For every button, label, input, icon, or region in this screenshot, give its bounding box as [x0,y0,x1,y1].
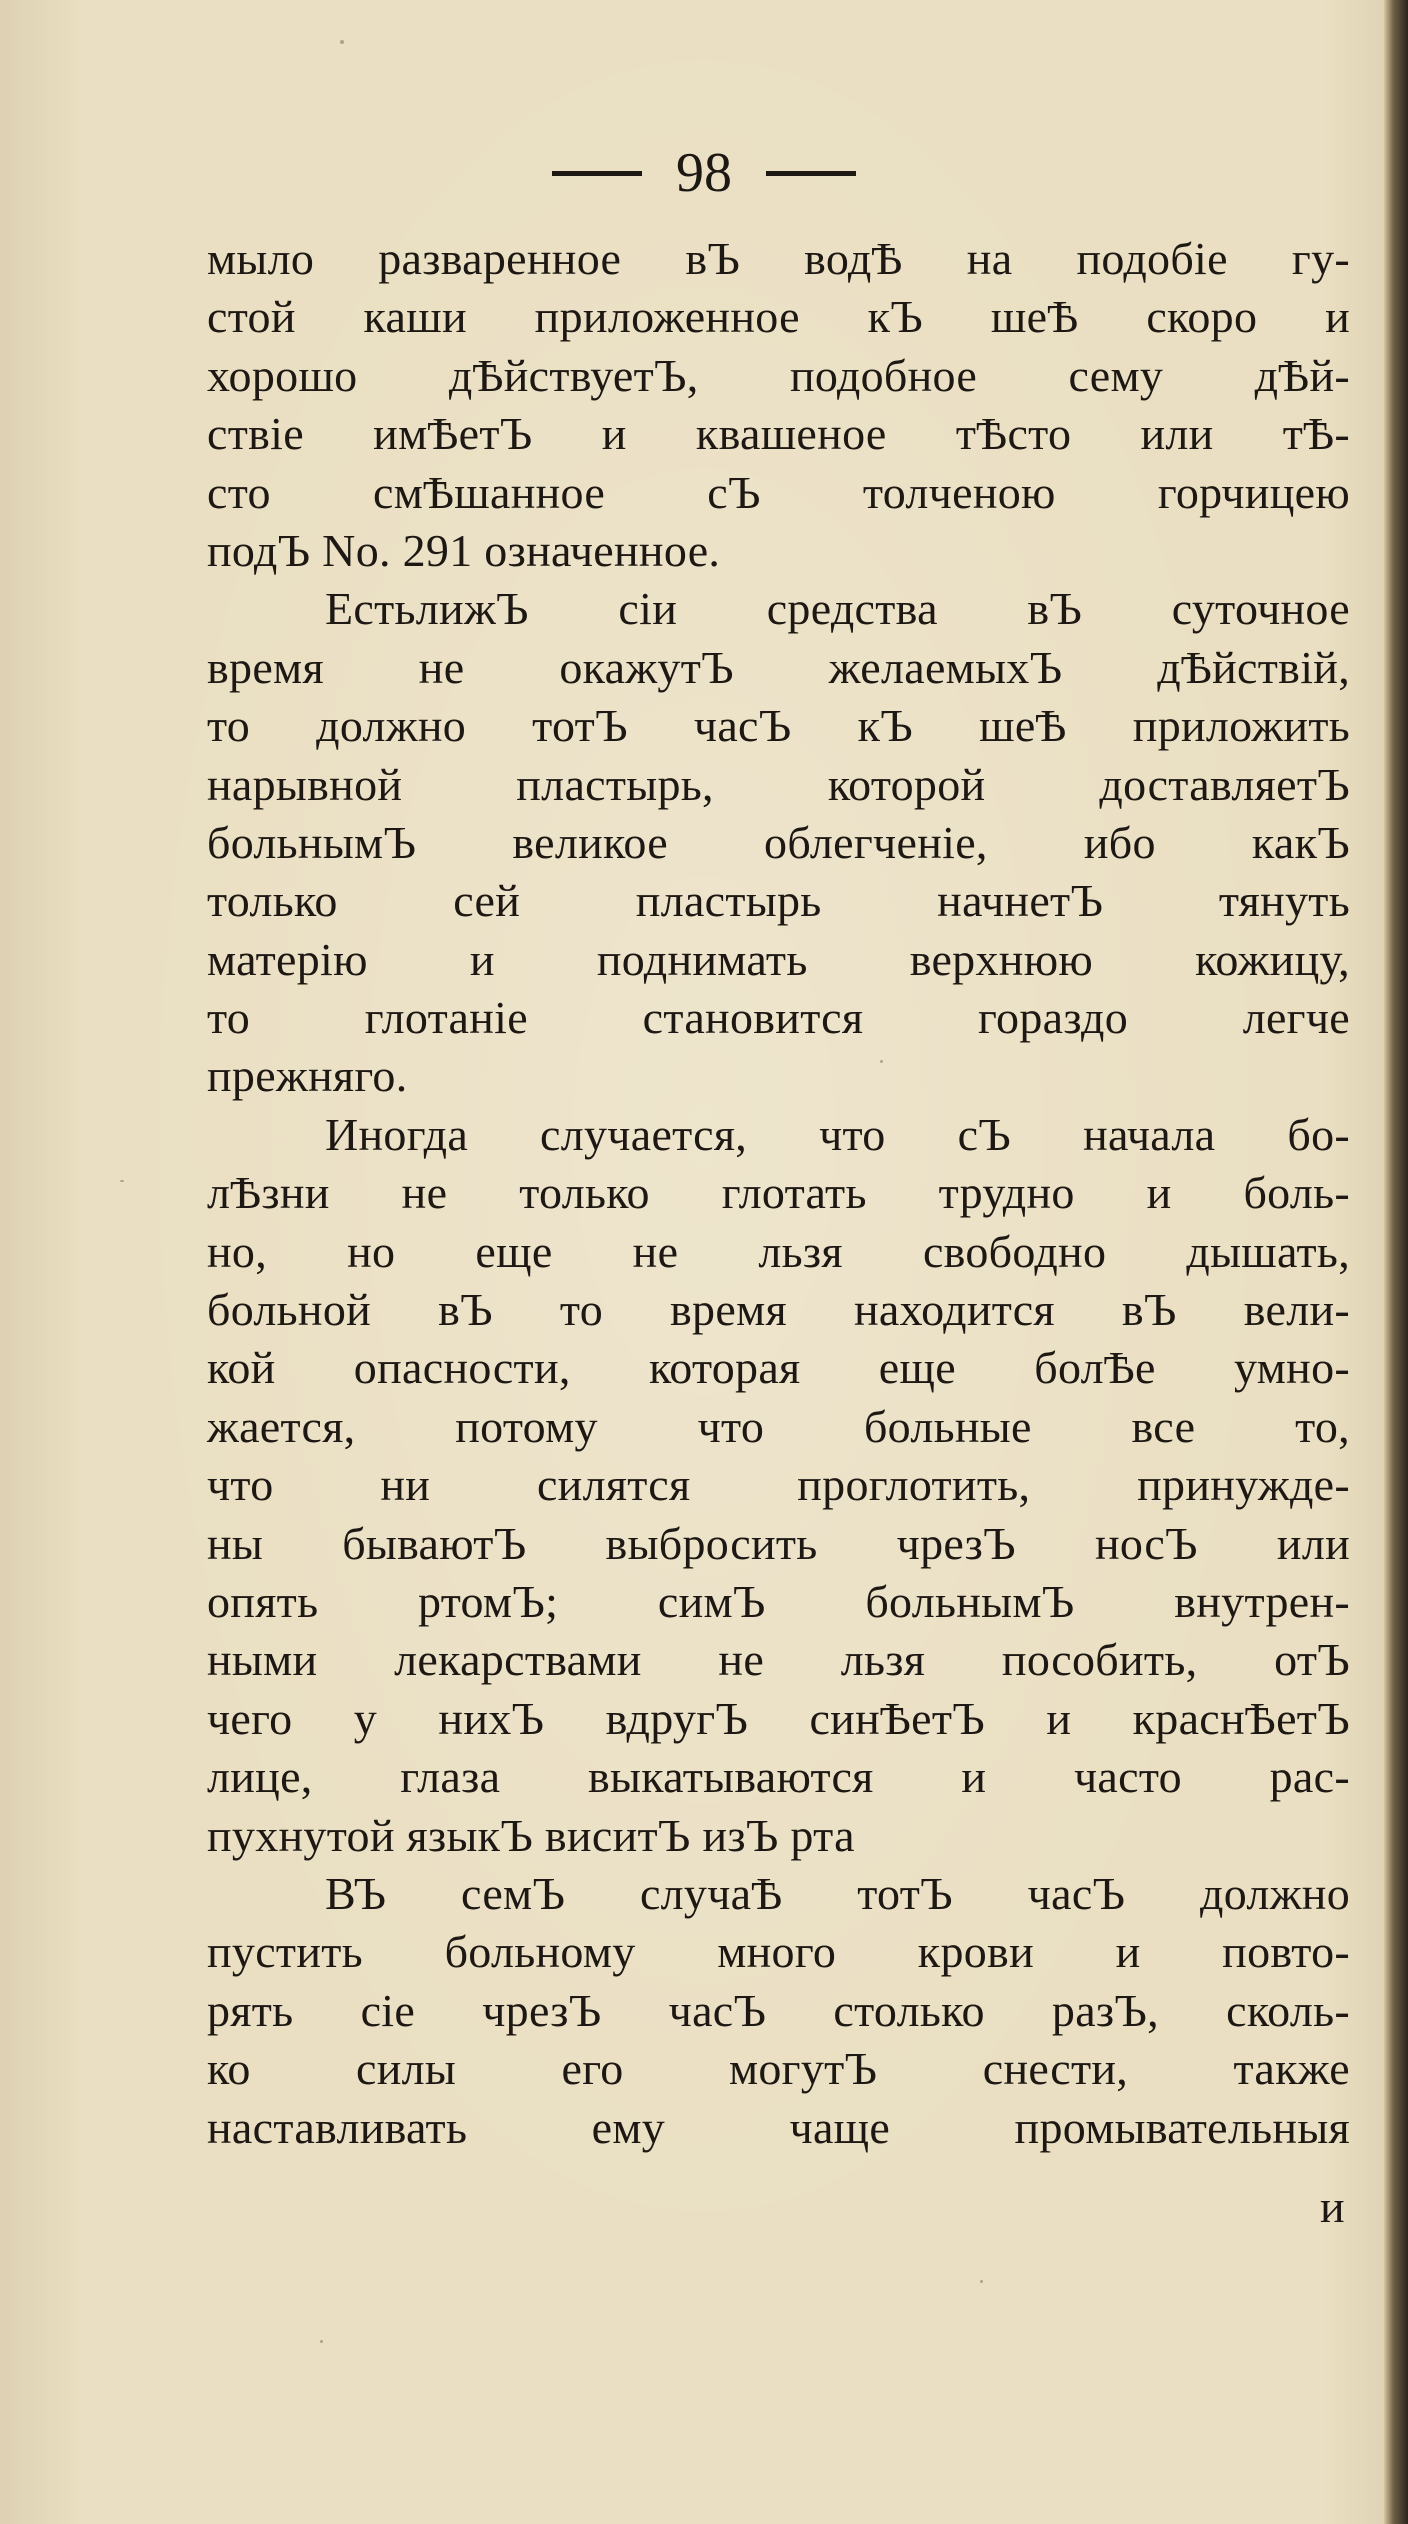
paper-speck [320,2340,323,2343]
text-line: рять сіе чрезЪ часЪ столько разЪ, сколь- [207,1984,1350,2036]
text-line: пухнутой языкЪ виситЪ изЪ рта [207,1809,855,1861]
page-number: 98 [676,142,732,204]
text-line: сто смѢшанное сЪ толченою горчицею [207,466,1350,518]
text-line: матерію и поднимать верхнюю кожицу, [207,933,1350,985]
text-line: ными лекарствами не льзя пособить, отЪ [207,1634,1350,1686]
paper-speck [340,40,344,44]
page-edge [1384,0,1408,2524]
text-line: но, но еще не льзя свободно дышать, [207,1225,1350,1277]
text-line: больнымЪ великое облегченіе, ибо какЪ [207,816,1350,868]
text-line: Иногда случается, что сЪ начала бо- [325,1108,1350,1160]
text-line: мыло разваренное вЪ водѢ на подобіе гу- [207,233,1350,284]
header-dash-left [552,171,642,176]
page-header [0,128,1408,218]
text-line: пустить больному много крови и повто- [207,1926,1350,1978]
paper-speck [980,2280,983,2283]
text-line: время не окажутЪ желаемыхЪ дѢйствій, [207,641,1350,693]
text-line: то глотаніе становится гораздо легче [207,992,1350,1044]
text-line: что ни силятся проглотить, принужде- [207,1459,1350,1511]
text-line: ВЪ семЪ случаѢ тотЪ часЪ должно [325,1867,1350,1919]
text-line: стой каши приложенное кЪ шеѢ скоро и [207,291,1350,343]
text-line: ны бываютЪ выбросить чрезЪ носЪ или [207,1517,1350,1569]
text-line: нарывной пластырь, которой доставляетЪ [207,758,1350,810]
paper-speck [120,1180,124,1182]
text-line: ЕстьлижЪ сіи средства вЪ суточное [325,583,1350,635]
text-line: кой опасности, которая еще болѢе умно- [207,1342,1350,1394]
text-line: наставливать ему чаще промывательныя [207,2101,1350,2153]
text-line: подЪ No. 291 означенное. [207,524,721,576]
text-line: жается, потому что больные все то, [207,1400,1350,1452]
text-line: ствіе имѢетЪ и квашеное тѢсто или тѢ- [207,408,1350,460]
text-line: лице, глаза выкатываются и часто рас- [207,1751,1350,1803]
text-line: ко силы его могутЪ снести, также [207,2043,1350,2095]
header-dash-right [766,171,856,176]
text-line: опять ртомЪ; симЪ больнымЪ внутрен- [207,1575,1350,1627]
text-line: лѢзни не только глотать трудно и боль- [207,1167,1350,1219]
text-line: хорошо дѢйствуетЪ, подобное сему дѢй- [207,349,1350,401]
text-line: прежняго. [207,1050,408,1102]
text-line: чего у нихЪ вдругЪ синѢетЪ и краснѢетЪ [207,1692,1350,1744]
text-line: больной вЪ то время находится вЪ вели- [207,1284,1350,1336]
text-line: то должно тотЪ часЪ кЪ шеѢ приложить [207,700,1350,752]
body-text [207,230,1350,2157]
catchword: и [1320,2181,1345,2232]
text-line: только сей пластырь начнетЪ тянуть [207,875,1350,927]
